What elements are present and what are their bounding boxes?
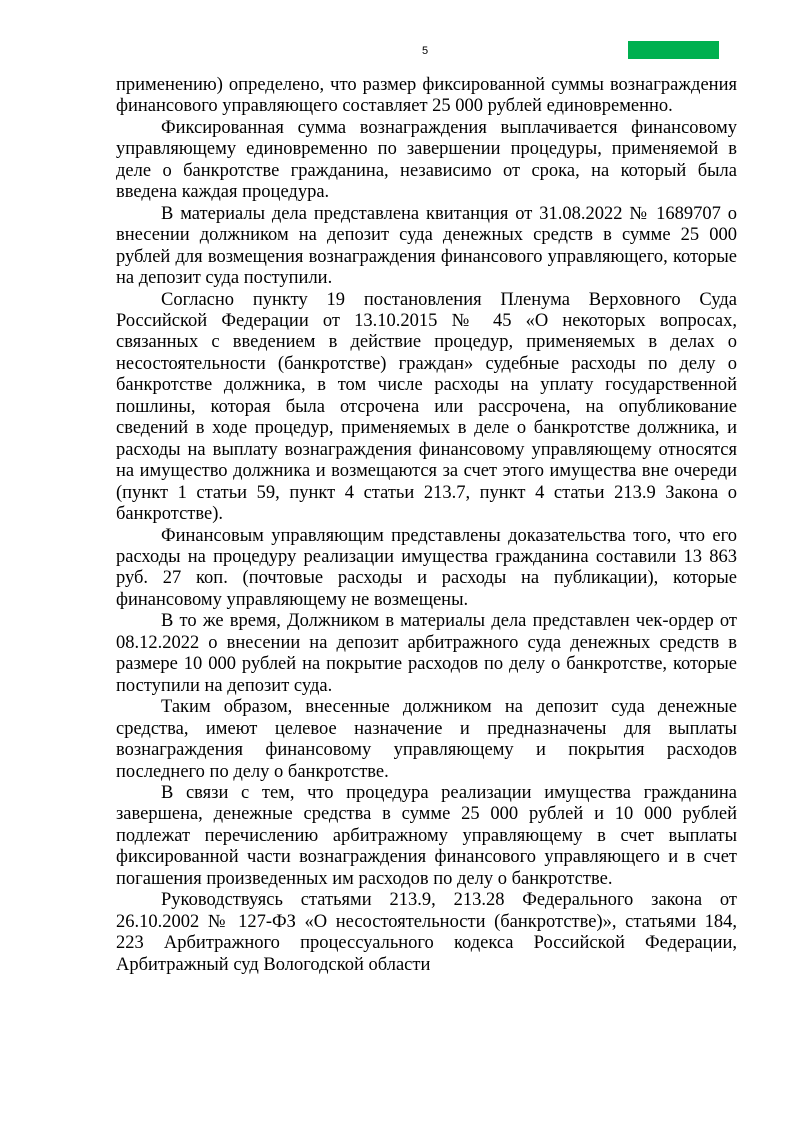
- paragraph-transfer: В связи с тем, что процедура реализации имущества гражданина завершена, денежные средства в сумме 25 000 рублей и 10 000 рублей подлежат перечислению арбитражному управляющему в счет выплаты фиксированной части вознаграждения финансового управляющего и в счет погашения произведенных им расходов по делу о банкротстве.: [116, 782, 737, 889]
- paragraph-continuation: применению) определено, что размер фиксированной суммы вознаграждения финансового управляющего составляет 25 000 рублей единовременно.: [116, 75, 737, 117]
- paragraph-fixed-fee: Фиксированная сумма вознаграждения выплачивается финансовому управляющему единовременно по завершении процедуры, применяемой в деле о банкротстве гражданина, независимо от срока, на который была введена каждая процедура.: [116, 117, 737, 203]
- paragraph-guided-by: Руководствуясь статьями 213.9, 213.28 Федерального закона от 26.10.2002 № 127-ФЗ «О несостоятельности (банкротстве)», статьями 184, 223 Арбитражного процессуального кодекса Российской Федерации, Арбитражный суд Вологодской области: [116, 890, 737, 975]
- green-marker-bar: [628, 41, 719, 59]
- paragraph-check-order: В то же время, Должником в материалы дела представлен чек-ордер от 08.12.2022 о внесении на депозит арбитражного суда денежных средств в размере 10 000 рублей на покрытие расходов по делу о банкротстве, которые поступили на депозит суда.: [116, 611, 737, 696]
- paragraph-plenum-resolution: Согласно пункту 19 постановления Пленума Верховного Суда Российской Федерации от 13.10.2015 № 45 «О некоторых вопросах, связанных с введением в действие процедур, применяемых в делах о несостоятельности (банкротстве) граждан» судебные расходы по делу о банкротстве должника, в том числе расходы на уплату государственной пошлины, которая была отсрочена или рассрочена, на опубликование сведений в ходе процедур, применяемых в деле о банкротстве должника, и расходы на выплату вознаграждения финансовому управляющему относятся на имущество должника и возмещаются за счет этого имущества вне очереди (пункт 1 статьи 59, пункт 4 статьи 213.7, пункт 4 статьи 213.9 Закона о банкротстве).: [116, 289, 737, 525]
- document-body: [116, 75, 737, 976]
- paragraph-manager-expenses: Финансовым управляющим представлены доказательства того, что его расходы на процедуру реализации имущества гражданина составили 13 863 руб. 27 коп. (почтовые расходы и расходы на публикации), которые финансовому управляющему не возмещены.: [116, 525, 737, 610]
- paragraph-receipt: В материалы дела представлена квитанция от 31.08.2022 № 1689707 о внесении должником на депозит суда денежных средств в сумме 25 000 рублей для возмещения вознаграждения финансового управляющего, которые на депозит суда поступили.: [116, 203, 737, 289]
- page-number: 5: [421, 45, 429, 57]
- paragraph-conclusion: Таким образом, внесенные должником на депозит суда денежные средства, имеют целевое назначение и предназначены для выплаты вознаграждения финансовому управляющему и покрытия расходов последнего по делу о банкротстве.: [116, 697, 737, 782]
